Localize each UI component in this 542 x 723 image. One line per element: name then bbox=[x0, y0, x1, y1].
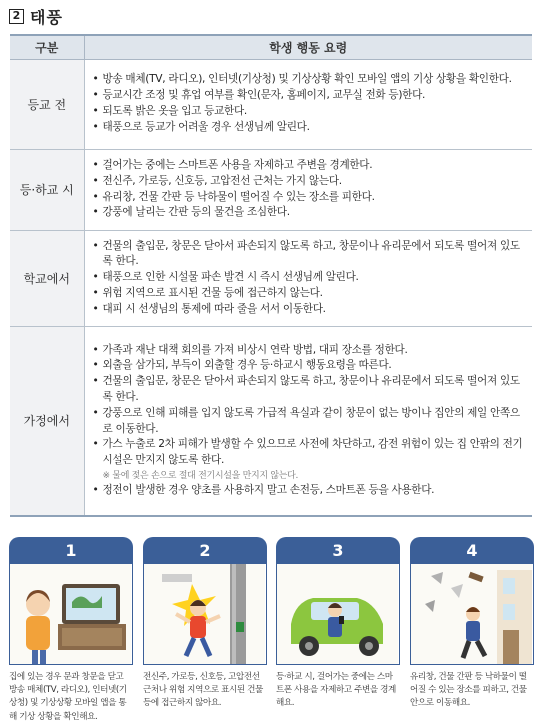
list-item: • 강풍으로 인해 피해를 입지 않도록 가급적 욕실과 같이 창문이 없는 방이나 집안의 제일 안쪽으로 이동한다. bbox=[92, 406, 527, 438]
section-heading: 태풍 bbox=[30, 7, 63, 27]
row-category: 학교에서 bbox=[10, 230, 84, 326]
list-item: • 강풍에 날리는 간판 등의 물건을 조심한다. bbox=[92, 205, 527, 221]
illustration-panels bbox=[9, 537, 534, 722]
illustration-panel-4 bbox=[410, 537, 534, 711]
list-item: • 건물의 출입문, 창문은 닫아서 파손되지 않도록 하고, 창문이나 유리문에서 되도록 떨어져 있도록 한다. bbox=[92, 374, 527, 406]
list-item: • 등교시간 조정 및 휴업 여부를 확인(문자, 홈페이지, 교무실 전화 등)한다. bbox=[92, 88, 527, 104]
panel-caption: 유리창, 건물 간판 등 낙하물이 떨어질 수 있는 장소를 피하고, 건물 안으로 이동해요. bbox=[410, 672, 527, 709]
list-item: • 유리창, 건물 간판 등 낙하물이 떨어질 수 있는 장소를 피한다. bbox=[92, 190, 527, 206]
table-header-row bbox=[10, 35, 532, 59]
list-item: • 방송 매체(TV, 라디오), 인터넷(기상청) 및 기상상황 확인 모바일 앱의 기상 상황을 확인한다. bbox=[92, 72, 527, 88]
row-category: 가정에서 bbox=[10, 326, 84, 516]
panel-number: 3 bbox=[276, 537, 400, 564]
list-item: • 건물의 출입문, 창문은 닫아서 파손되지 않도록 하고, 창문이나 유리문에서 되도록 떨어져 있도록 한다. bbox=[92, 239, 527, 271]
list-item: • 태풍으로 인한 시설물 파손 발견 시 즉시 선생님께 알린다. bbox=[92, 270, 527, 286]
table-row bbox=[10, 149, 532, 230]
safety-note: ※ 물에 젖은 손으로 절대 전기시설을 만지지 않는다. bbox=[102, 471, 299, 482]
panel-caption: 집에 있는 경우 문과 창문을 닫고 방송 매체(TV, 라디오), 인터넷(기상청) 및 기상상황 모바일 앱을 통해 기상 상황을 확인해요. bbox=[9, 672, 127, 722]
panel-number: 4 bbox=[410, 537, 534, 564]
action-list bbox=[92, 343, 527, 499]
table-row bbox=[10, 326, 532, 516]
list-item: • 태풍으로 등교가 어려울 경우 선생님께 알린다. bbox=[92, 120, 527, 136]
table-row bbox=[10, 59, 532, 149]
list-item: • 위험 지역으로 표시된 건물 등에 접근하지 않는다. bbox=[92, 286, 527, 302]
list-item: • 가스 누출로 2차 피해가 발생할 수 있으므로 사전에 차단하고, 감전 위험이 있는 집 안팎의 전기시설은 만지지 않도록 한다. bbox=[92, 437, 527, 469]
list-item: • 전신주, 가로등, 신호등, 고압전선 근처는 가지 않는다. bbox=[92, 174, 527, 190]
action-list bbox=[92, 239, 527, 318]
row-category: 등·하교 시 bbox=[10, 149, 84, 230]
header-actions: 학생 행동 요령 bbox=[84, 35, 532, 59]
guide-table bbox=[10, 34, 532, 517]
list-item: • 가족과 재난 대책 회의를 가져 비상시 연락 방법, 대피 장소를 정한다. bbox=[92, 343, 527, 359]
panel-caption: 등·하교 시, 걸어가는 중에는 스마트폰 사용을 자제하고 주변을 경계해요. bbox=[276, 672, 396, 709]
illustration-panel-2 bbox=[143, 537, 267, 711]
illustration-panel-1 bbox=[9, 537, 133, 723]
car-smartphone-illustration bbox=[276, 564, 400, 665]
falling-debris-illustration bbox=[410, 564, 534, 665]
list-item: • 되도록 밝은 옷을 입고 등교한다. bbox=[92, 104, 527, 120]
list-item: • 정전이 발생한 경우 양초를 사용하지 말고 손전등, 스마트폰 등을 사용한다. bbox=[92, 483, 527, 499]
panel-number: 1 bbox=[9, 537, 133, 564]
panel-caption: 전신주, 가로등, 신호등, 고압전선 근처나 위험 지역으로 표시된 건물 등에 접근하지 않아요. bbox=[143, 672, 263, 709]
section-title bbox=[9, 5, 63, 27]
action-list bbox=[92, 72, 527, 135]
action-list bbox=[92, 158, 527, 221]
row-category: 등교 전 bbox=[10, 59, 84, 149]
header-category: 구분 bbox=[10, 35, 84, 59]
illustration-panel-3 bbox=[276, 537, 400, 711]
tv-weather-illustration bbox=[9, 564, 133, 665]
list-item: • 외출을 삼가되, 부득이 외출할 경우 등·하교시 행동요령을 따른다. bbox=[92, 358, 527, 374]
table-row bbox=[10, 230, 532, 326]
list-item: • 대피 시 선생님의 통제에 따라 줄을 서서 이동한다. bbox=[92, 302, 527, 318]
utility-pole-danger-illustration bbox=[143, 564, 267, 665]
list-item: • 걸어가는 중에는 스마트폰 사용을 자제하고 주변을 경계한다. bbox=[92, 158, 527, 174]
panel-number: 2 bbox=[143, 537, 267, 564]
section-number: 2 bbox=[9, 9, 24, 24]
